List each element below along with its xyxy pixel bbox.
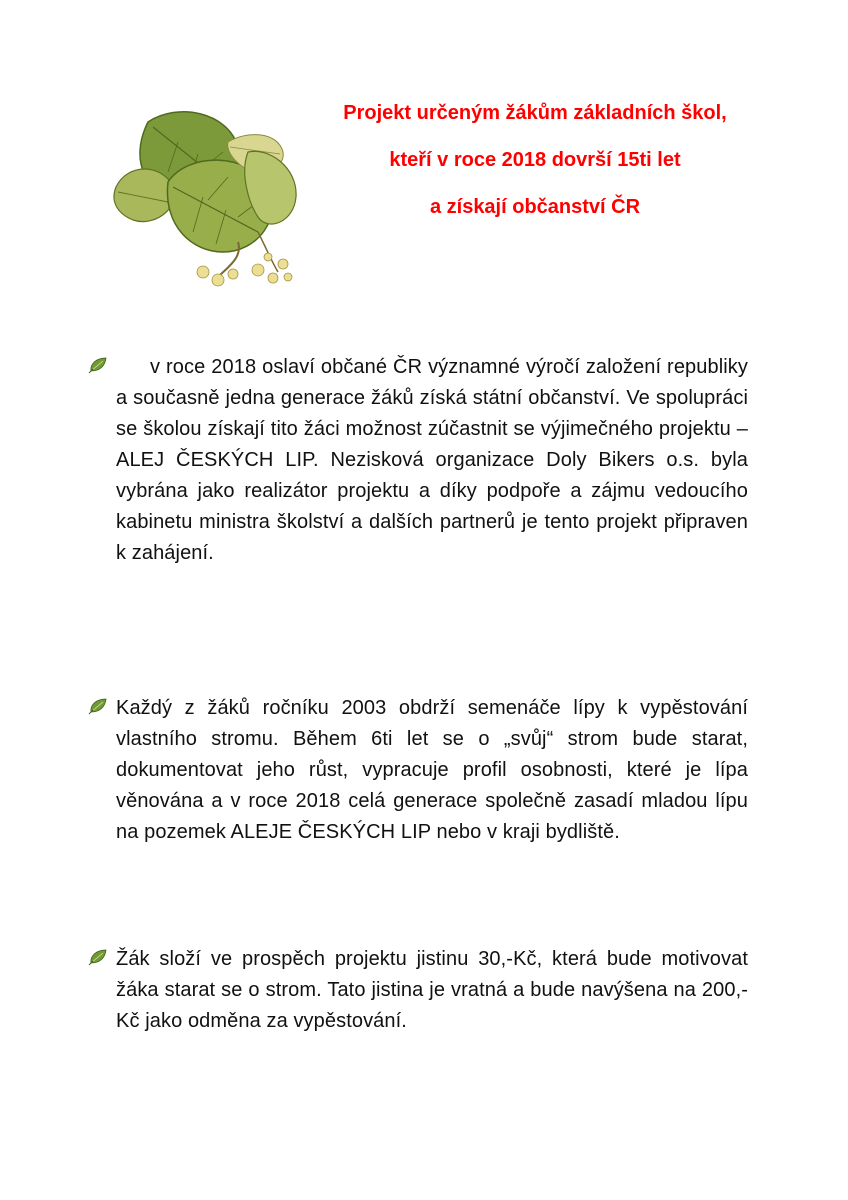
page-heading — [300, 100, 770, 241]
leaf-bullet-icon — [88, 948, 108, 966]
heading-line-2: kteří v roce 2018 dovrší 15ti let — [389, 149, 681, 171]
leaf-bullet-icon — [88, 697, 108, 715]
bullet-paragraph-1 — [88, 352, 748, 569]
paragraph-1-text: v roce 2018 oslaví občané ČR významné výročí založení republiky a současně jedna generace žáků získá státní občanství. Ve spolupráci se školou získají tito žáci možnost zúčastnit se výjimečného projektu – ALEJ ČESKÝCH LIP. Nezisková organizace Doly Bikers o.s. byla vybrána jako realizátor projektu a díky podpoře a zájmu vedoucího kabinetu ministra školství a dalších partnerů je tento projekt připraven k zahájení. — [116, 356, 748, 564]
leaf-bullet-icon — [88, 356, 108, 374]
bullet-paragraph-2 — [88, 693, 748, 848]
paragraph-3-text: Žák složí ve prospěch projektu jistinu 30,-Kč, která bude motivovat žáka starat se o strom. Tato jistina je vratná a bude navýšena na 200,- Kč jako odměna za vypěstování. — [116, 948, 748, 1032]
bullet-paragraph-3 — [88, 944, 748, 1037]
heading-line-3: a získají občanství ČR — [429, 196, 641, 218]
linden-leaf-illustration — [108, 92, 308, 292]
paragraph-2-text: Každý z žáků ročníku 2003 obdrží semenáče lípy k vypěstování vlastního stromu. Během 6ti let se o „svůj“ strom bude starat, dokumentovat jeho růst, vypracuje profil osobnosti, které je lípa věnována a v roce 2018 celá generace společně zasadí mladou lípu na pozemek ALEJE ČESKÝCH LIP nebo v kraji bydliště. — [116, 697, 748, 843]
heading-line-1: Projekt určeným žákům základních škol, — [343, 102, 727, 124]
